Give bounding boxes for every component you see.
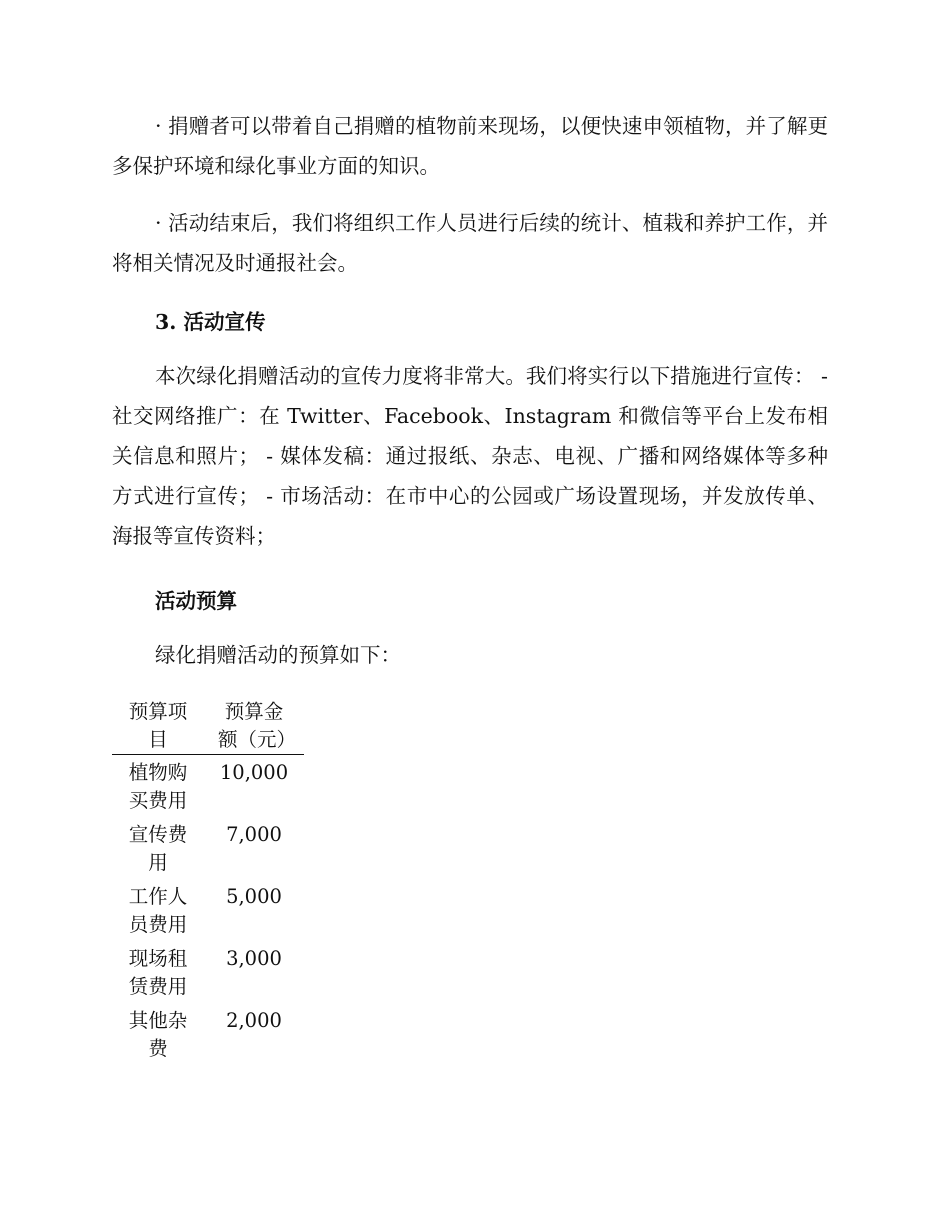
budget-item-cell: 宣传费用 bbox=[128, 823, 188, 874]
bullet-paragraph-follow-up: · 活动结束后，我们将组织工作人员进行后续的统计、植栽和养护工作，并将相关情况及时通报社会。 bbox=[112, 211, 828, 275]
table-row bbox=[112, 939, 304, 1001]
table-row bbox=[112, 815, 304, 877]
promotion-paragraph: 本次绿化捐赠活动的宣传力度将非常大。我们将实行以下措施进行宣传： - 社交网络推广：在 Twitter、Facebook、Instagram 和微信等平台上发布相关信息和照片； - 媒体发稿：通过报纸、杂志、电视、广播和网络媒体等多种方式进行宣传； - 市场活动：在市中心的公园或广场设置现场，并发放传单、海报等宣传资料； bbox=[112, 364, 828, 548]
budget-amount-cell: 5,000 bbox=[226, 885, 282, 908]
budget-amount-cell: 3,000 bbox=[226, 947, 282, 970]
budget-item-cell: 工作人员费用 bbox=[128, 885, 188, 936]
budget-table-header-item: 预算项目 bbox=[112, 698, 204, 755]
table-row bbox=[112, 877, 304, 939]
bullet-paragraph-donor-pickup: · 捐赠者可以带着自己捐赠的植物前来现场，以便快速申领植物，并了解更多保护环境和绿化事业方面的知识。 bbox=[112, 114, 828, 178]
section-heading-promotion: 3. 活动宣传 bbox=[155, 310, 266, 334]
budget-item-cell: 植物购买费用 bbox=[128, 761, 188, 812]
budget-item-cell: 现场租赁费用 bbox=[128, 947, 188, 998]
budget-amount-cell: 10,000 bbox=[219, 761, 289, 784]
budget-table bbox=[112, 698, 304, 1063]
budget-item-cell: 其他杂费 bbox=[128, 1009, 188, 1060]
budget-table-header-row bbox=[112, 698, 304, 755]
budget-table-header-amount: 预算金额（元） bbox=[204, 698, 304, 755]
table-row bbox=[112, 1001, 304, 1063]
budget-amount-cell: 2,000 bbox=[226, 1009, 282, 1032]
budget-amount-cell: 7,000 bbox=[226, 823, 282, 846]
table-row bbox=[112, 755, 304, 816]
section-heading-budget: 活动预算 bbox=[155, 589, 237, 613]
budget-intro-paragraph: 绿化捐赠活动的预算如下： bbox=[155, 643, 401, 667]
